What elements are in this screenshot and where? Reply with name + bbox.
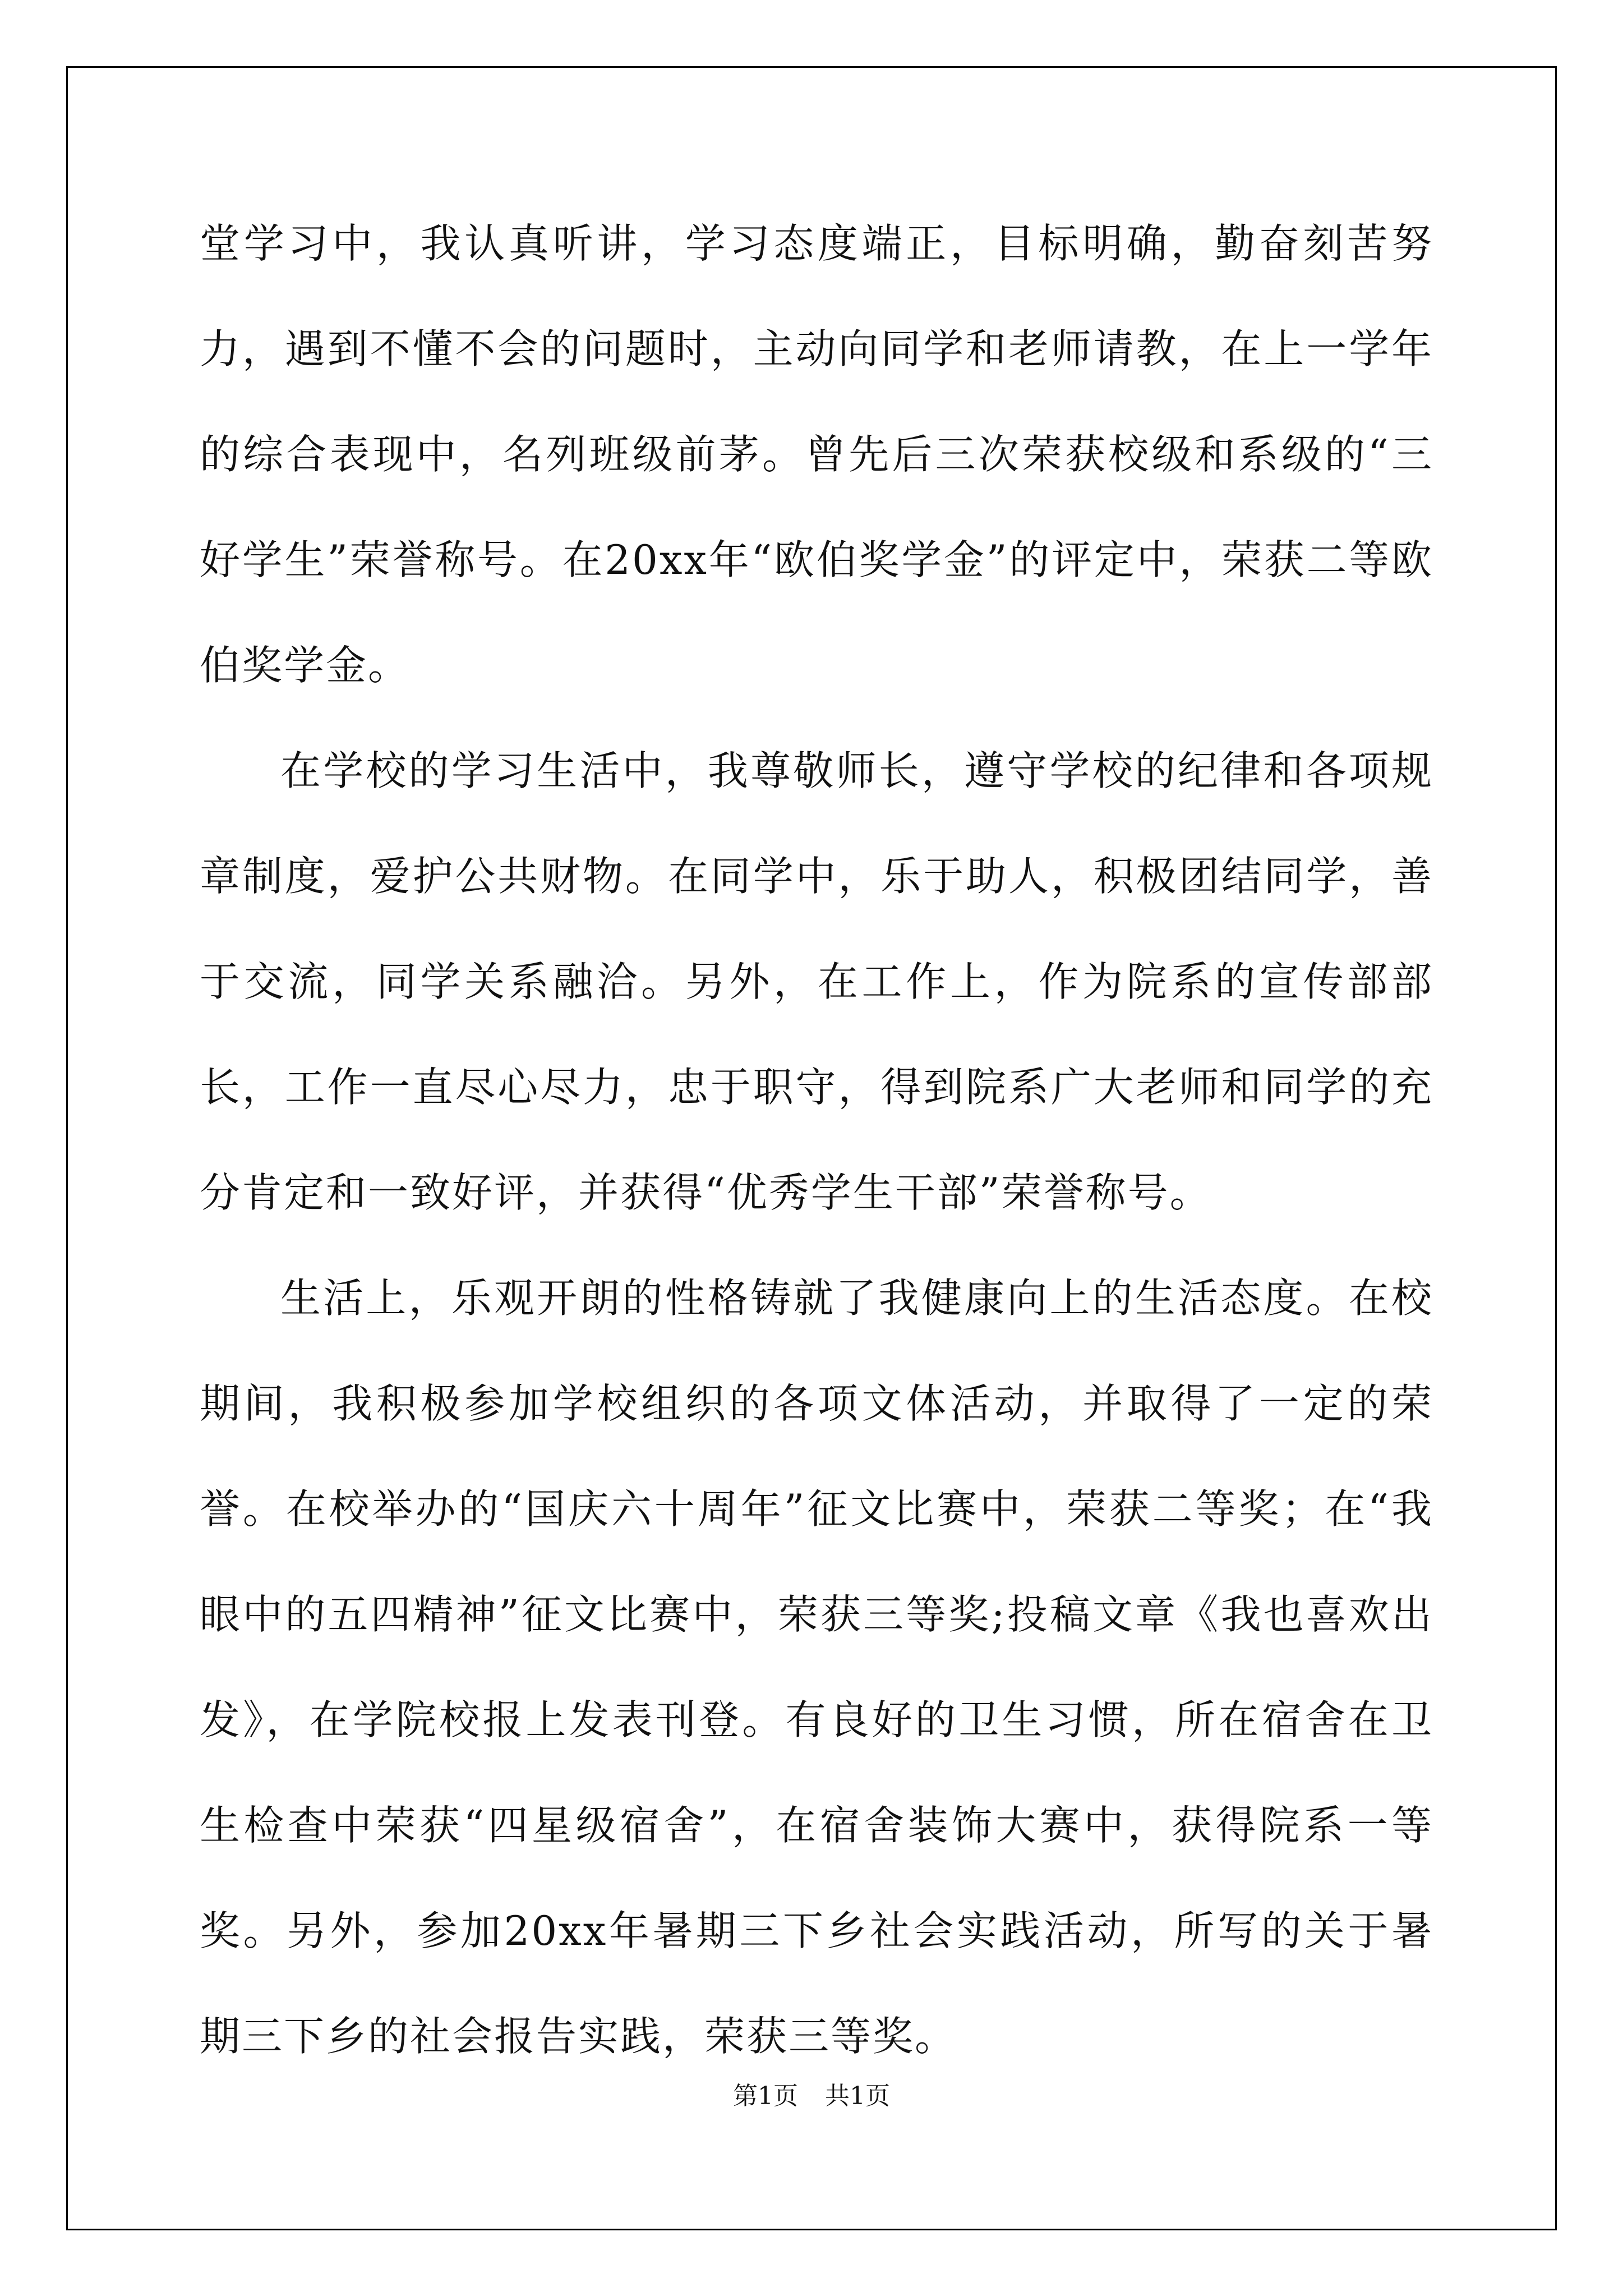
page-footer — [0, 2076, 1623, 2111]
page-total: 共1页 — [825, 2082, 890, 2110]
document-body — [200, 191, 1433, 2089]
paragraph-continued: 堂学习中，我认真听讲，学习态度端正，目标明确，勤奋刻苦努力，遇到不懂不会的问题时，主动向同学和老师请教，在上一学年的综合表现中，名列班级前茅。曾先后三次荣获校级和系级的“三好学生”荣誉称号。在20xx年“欧伯奖学金”的评定中，荣获二等欧伯奖学金。 — [200, 220, 1433, 689]
paragraph-conduct: 在学校的学习生活中，我尊敬师长，遵守学校的纪律和各项规章制度，爱护公共财物。在同学中，乐于助人，积极团结同学，善于交流，同学关系融洽。另外，在工作上，作为院系的宣传部部长，工作一直尽心尽力，忠于职守，得到院系广大老师和同学的充分肯定和一致好评，并获得“优秀学生干部”荣誉称号。 — [200, 747, 1433, 1216]
paragraph-life: 生活上，乐观开朗的性格铸就了我健康向上的生活态度。在校期间，我积极参加学校组织的各项文体活动，并取得了一定的荣誉。在校举办的“国庆六十周年”征文比赛中，荣获二等奖；在“我眼中的五四精神”征文比赛中，荣获三等奖;投稿文章《我也喜欢出发》，在学院校报上发表刊登。有良好的卫生习惯，所在宿舍在卫生检查中荣获“四星级宿舍”，在宿舍装饰大赛中，获得院系一等奖。另外，参加20xx年暑期三下乡社会实践活动，所写的关于暑期三下乡的社会报告实践，荣获三等奖。 — [200, 1274, 1433, 2060]
page-number: 第1页 — [733, 2082, 798, 2110]
